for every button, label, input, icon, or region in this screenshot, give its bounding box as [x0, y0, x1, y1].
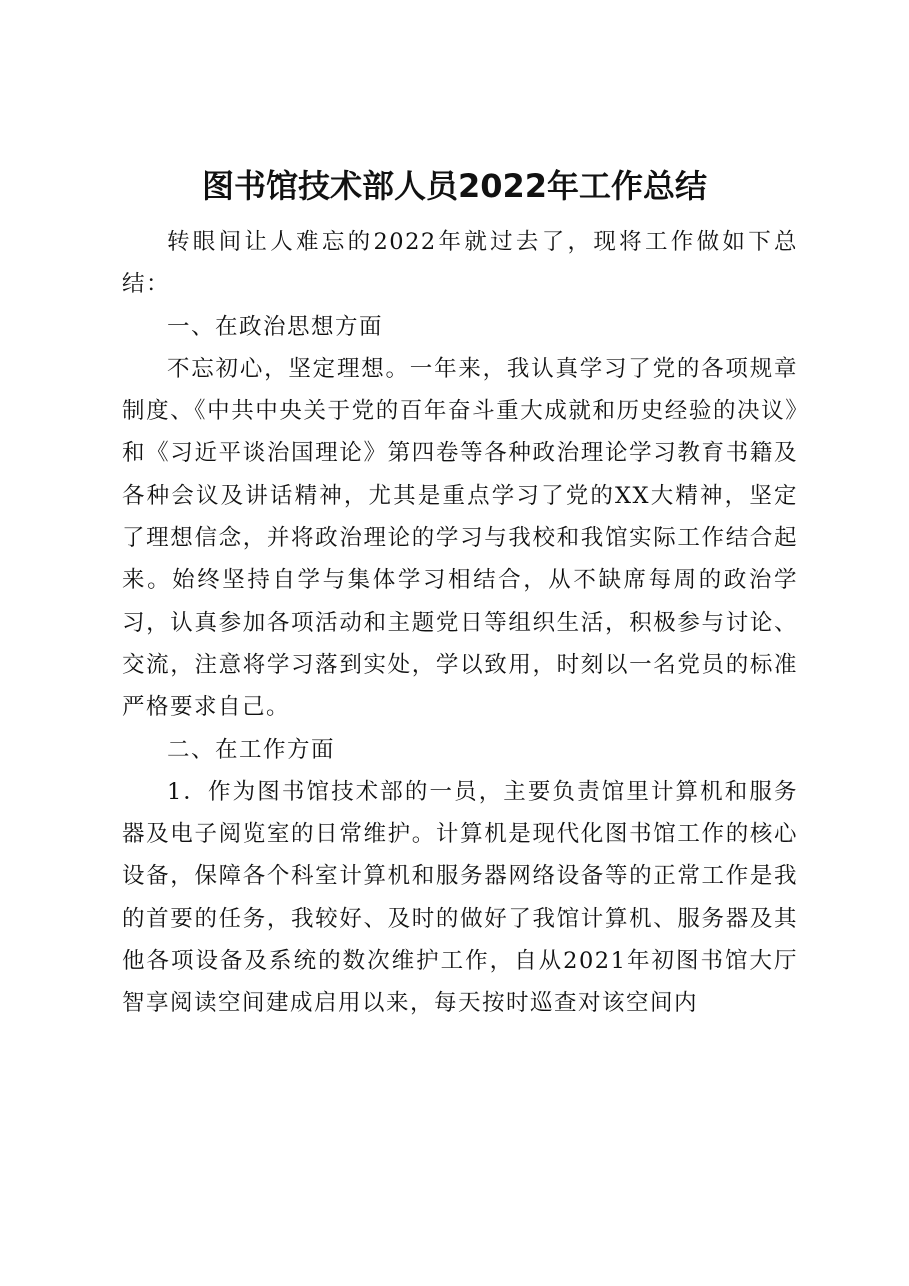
document-body [122, 221, 798, 1025]
section-heading-work: 二、在工作方面 [167, 736, 336, 763]
work-paragraph-1: 1．作为图书馆技术部的一员，主要负责馆里计算机和服务器及电子阅览室的日常维护。计算机是现代化图书馆工作的核心设备，保障各个科室计算机和服务器网络设备等的正常工作是我的首要的任务，我较好、及时的做好了我馆计算机、服务器及其他各项设备及系统的数次维护工作，自从2021年初图书馆大厅智享阅读空间建成启用以来，每天按时巡查对该空间内 [122, 778, 798, 1017]
section-heading-politics: 一、在政治思想方面 [167, 313, 384, 340]
document-title: 图书馆技术部人员2022年工作总结 [201, 167, 708, 205]
politics-paragraph: 不忘初心，坚定理想。一年来，我认真学习了党的各项规章制度、《中共中央关于党的百年奋斗重大成就和历史经验的决议》和《习近平谈治国理论》第四卷等各种政治理论学习教育书籍及各种会议及讲话精神，尤其是重点学习了党的XX大精神，坚定了理想信念，并将政治理论的学习与我校和我馆实际工作结合起来。始终坚持自学与集体学习相结合，从不缺席每周的政治学习，认真参加各项活动和主题党日等组织生活，积极参与讨论、交流，注意将学习落到实处，学以致用，时刻以一名党员的标准严格要求自己。 [122, 355, 798, 721]
intro-paragraph: 转眼间让人难忘的2022年就过去了，现将工作做如下总结： [122, 229, 798, 298]
